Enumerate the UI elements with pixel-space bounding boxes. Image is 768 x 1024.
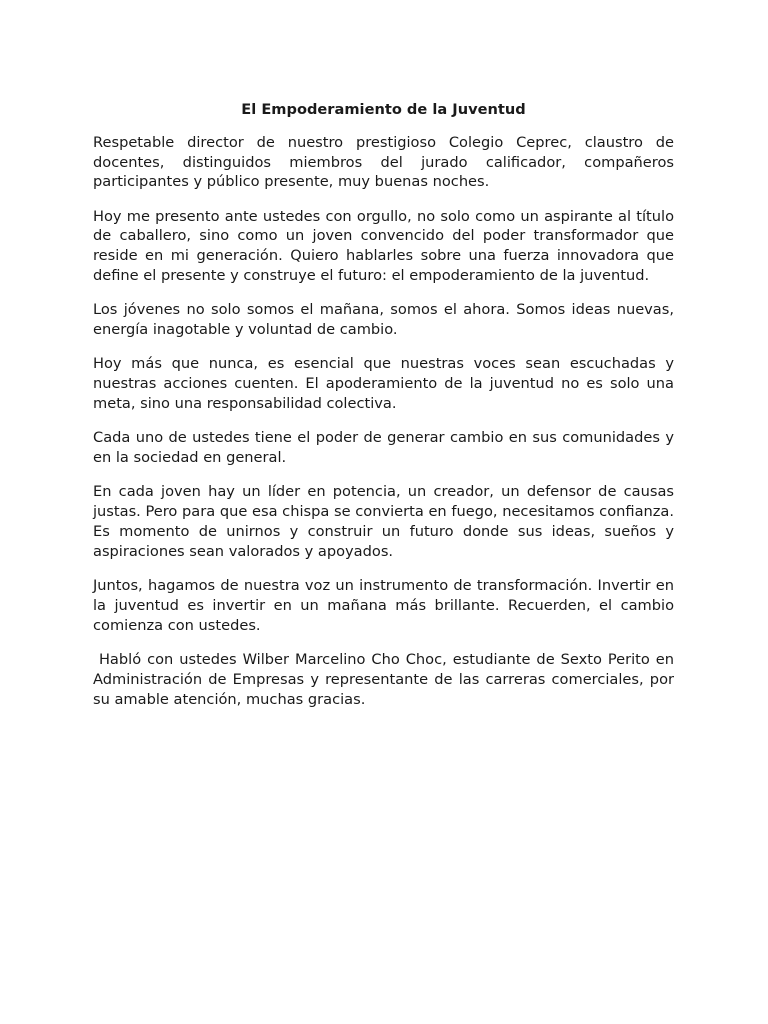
paragraph-youth-now: Los jóvenes no solo somos el mañana, somos el ahora. Somos ideas nuevas, energía inagotable y voluntad de cambio. — [93, 301, 679, 339]
paragraph-voices: Hoy más que nunca, es esencial que nuestras voces sean escuchadas y nuestras acciones cuenten. El apoderamiento de la juventud no es solo una meta, sino una responsabilidad colectiva. — [93, 355, 679, 413]
paragraph-closing: Habló con ustedes Wilber Marcelino Cho Choc, estudiante de Sexto Perito en Administración de Empresas y representante de las carreras comerciales, por su amable atención, muchas gracias. — [93, 651, 679, 708]
paragraph-leaders: En cada joven hay un líder en potencia, un creador, un defensor de causas justas. Pero para que esa chispa se convierta en fuego, necesitamos confianza. Es momento de unirnos y construir un futuro donde sus ideas, sueños y aspiraciones sean valorados y apoyados. — [93, 483, 679, 560]
paragraph-power: Cada uno de ustedes tiene el poder de generar cambio en sus comunidades y en la sociedad en general. — [93, 429, 679, 467]
paragraph-greeting: Respetable director de nuestro prestigioso Colegio Ceprec, claustro de docentes, distinguidos miembros del jurado calificador, compañeros participantes y público presente, muy buenas noches. — [93, 133, 679, 191]
document-title: El Empoderamiento de la Juventud — [241, 101, 526, 118]
paragraph-introduction: Hoy me presento ante ustedes con orgullo, no solo como un aspirante al título de caballero, sino como un joven convencido del poder transformador que reside en mi generación. Quiero hablarles sobre una fuerza innovadora que define el presente y construye el futuro: el empoderamiento de la juventud. — [93, 207, 679, 285]
paragraph-together: Juntos, hagamos de nuestra voz un instrumento de transformación. Invertir en la juventud es invertir en un mañana más brillante. Recuerden, el cambio comienza con ustedes. — [93, 577, 679, 634]
document-body — [93, 100, 679, 724]
